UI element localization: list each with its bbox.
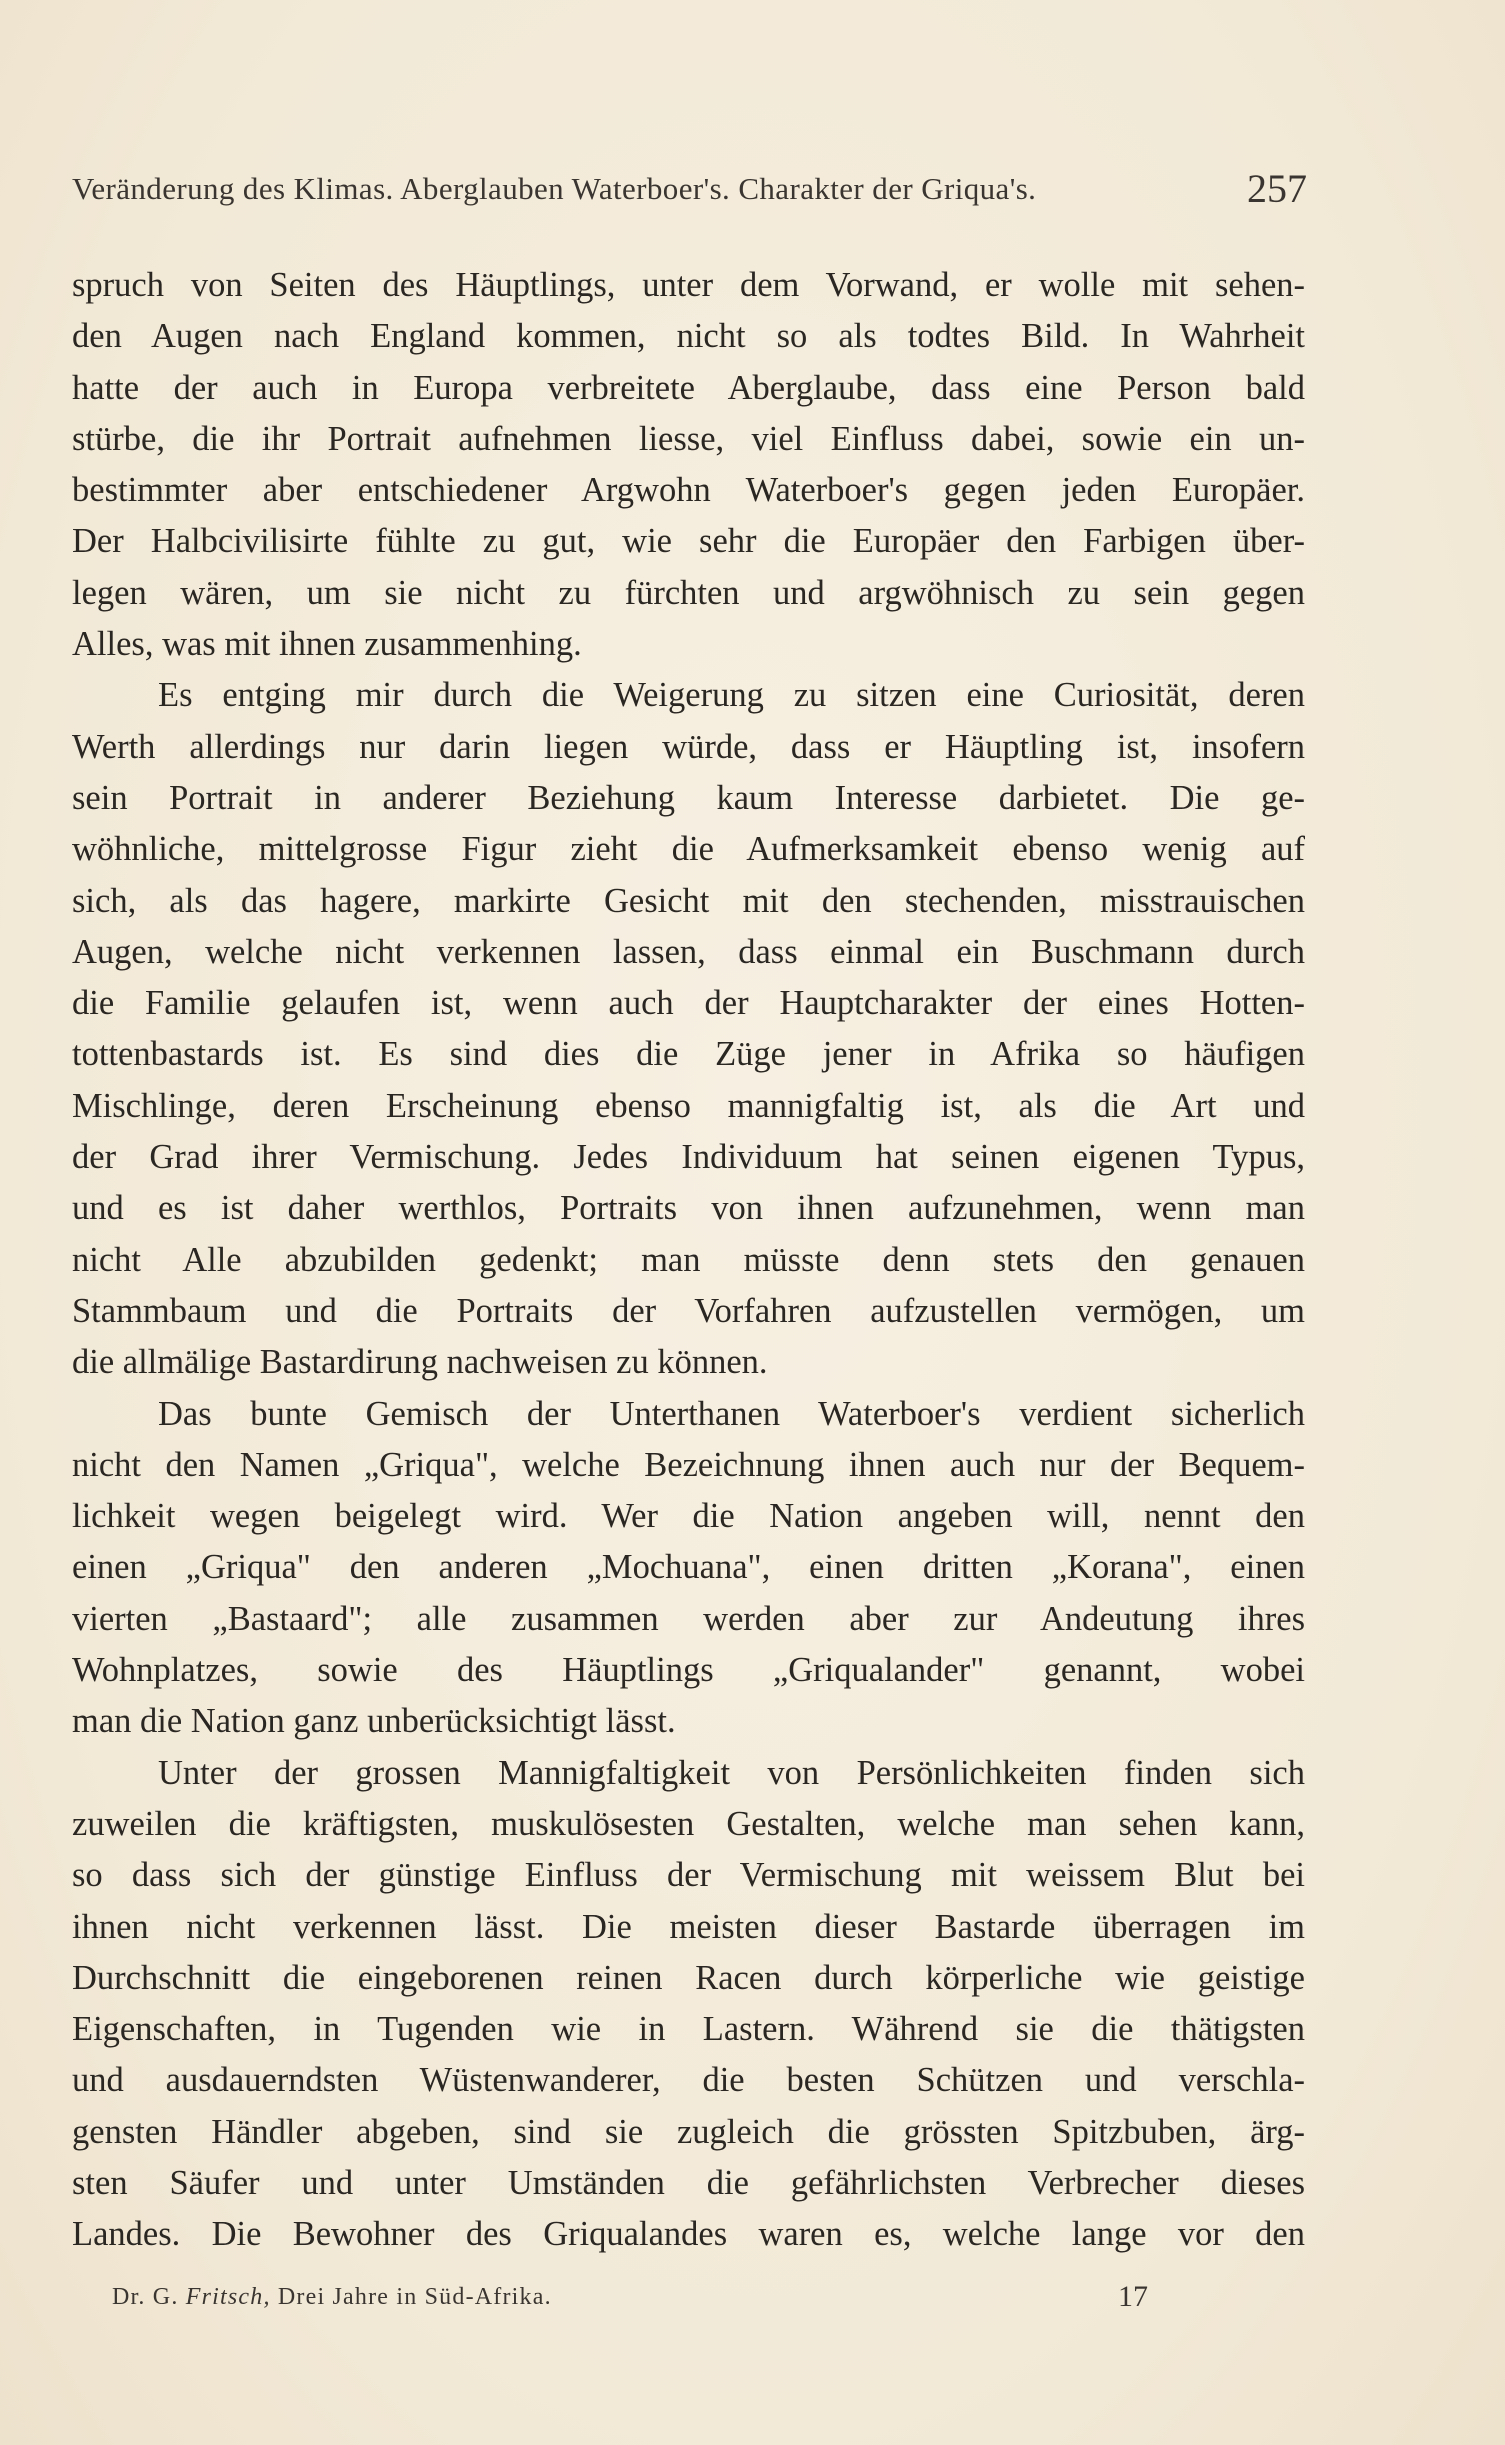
text-line: legen wären, um sie nicht zu fürchten und argwöhnisch zu sein gegen [72,573,1305,612]
text-line: Wohnplatzes, sowie des Häuptlings „Griqualander" genannt, wobei [72,1651,1305,1690]
text-line: zuweilen die kräftigsten, muskulösesten Gestalten, welche man sehen kann, [72,1804,1305,1843]
text-line: sich, als das hagere, markirte Gesicht mit den stechenden, misstrauischen [72,881,1305,920]
running-head-title: Veränderung des Klimas. Aberglauben Waterboer's. Charakter der Griqua's. [72,171,1037,206]
text-line: und es ist daher werthlos, Portraits von ihnen aufzunehmen, wenn man [72,1189,1305,1228]
text-line: tottenbastards ist. Es sind dies die Züge jener in Afrika so häufigen [72,1035,1305,1074]
text-line: hatte der auch in Europa verbreitete Aberglaube, dass eine Person bald [72,368,1305,407]
text-line: Mischlinge, deren Erscheinung ebenso mannigfaltig ist, als die Art und [72,1086,1305,1125]
text-line: Werth allerdings nur darin liegen würde, dass er Häuptling ist, insofern [72,727,1305,766]
text-line: wöhnliche, mittelgrosse Figur zieht die Aufmerksamkeit ebenso wenig auf [72,830,1305,869]
text-line: vierten „Bastaard"; alle zusammen werden aber zur Andeutung ihres [72,1599,1305,1638]
text-line: Es entging mir durch die Weigerung zu sitzen eine Curiosität, deren [158,676,1305,715]
text-line: der Grad ihrer Vermischung. Jedes Individuum hat seinen eigenen Typus, [72,1138,1305,1177]
text-line: sein Portrait in anderer Beziehung kaum Interesse darbietet. Die ge- [72,778,1305,817]
text-line: so dass sich der günstige Einfluss der Vermischung mit weissem Blut bei [72,1856,1305,1895]
text-line: die Familie gelaufen ist, wenn auch der Hauptcharakter der eines Hotten- [72,984,1305,1023]
text-line: Das bunte Gemisch der Unterthanen Waterboer's verdient sicherlich [158,1394,1305,1433]
text-line: Der Halbcivilisirte fühlte zu gut, wie sehr die Europäer den Farbigen über- [72,522,1305,561]
text-line: die allmälige Bastardirung nachweisen zu können. [72,1343,768,1382]
footer-signature-author: Fritsch, [185,2284,271,2310]
sheet-number: 17 [1118,2280,1148,2313]
text-line: Stammbaum und die Portraits der Vorfahren aufzustellen vermögen, um [72,1291,1305,1330]
text-line: man die Nation ganz unberücksichtigt lässt. [72,1702,676,1741]
text-line: Augen, welche nicht verkennen lassen, dass einmal ein Buschmann durch [72,932,1305,971]
text-line: einen „Griqua" den anderen „Mochuana", einen dritten „Korana", einen [72,1548,1305,1587]
text-line: und ausdauerndsten Wüstenwanderer, die besten Schützen und verschla- [72,2061,1305,2100]
footer-signature [112,2284,552,2311]
running-head [72,165,1307,215]
text-line: Landes. Die Bewohner des Griqualandes waren es, welche lange vor den [72,2215,1305,2254]
text-line: Alles, was mit ihnen zusammenhing. [72,625,582,664]
text-line: sten Säufer und unter Umständen die gefährlichsten Verbrecher dieses [72,2163,1305,2202]
text-line: Durchschnitt die eingeborenen reinen Racen durch körperliche wie geistige [72,1958,1305,1997]
text-line: spruch von Seiten des Häuptlings, unter dem Vorwand, er wolle mit sehen- [72,266,1305,304]
text-line: Eigenschaften, in Tugenden wie in Lastern. Während sie die thätigsten [72,2010,1305,2049]
text-line: nicht den Namen „Griqua", welche Bezeichnung ihnen auch nur der Bequem- [72,1445,1305,1484]
text-line: gensten Händler abgeben, sind sie zugleich die grössten Spitzbuben, ärg- [72,2112,1305,2151]
text-line: lichkeit wegen beigelegt wird. Wer die Nation angeben will, nennt den [72,1497,1305,1536]
text-line: bestimmter aber entschiedener Argwohn Waterboer's gegen jeden Europäer. [72,471,1305,510]
text-line: den Augen nach England kommen, nicht so als todtes Bild. In Wahrheit [72,317,1305,356]
text-line: nicht Alle abzubilden gedenkt; man müsste denn stets den genauen [72,1240,1305,1279]
footer [112,2280,1148,2320]
footer-signature-prefix: Dr. G. [112,2284,186,2310]
text-line: ihnen nicht verkennen lässt. Die meisten dieser Bastarde überragen im [72,1907,1305,1946]
text-line: Unter der grossen Mannigfaltigkeit von Persönlichkeiten finden sich [158,1753,1305,1792]
footer-signature-title: Drei Jahre in Süd-Afrika. [270,2284,552,2310]
page-number: 257 [1247,166,1307,211]
text-line: stürbe, die ihr Portrait aufnehmen liesse, viel Einfluss dabei, sowie ein un- [72,419,1305,458]
body-text [72,260,1305,2261]
